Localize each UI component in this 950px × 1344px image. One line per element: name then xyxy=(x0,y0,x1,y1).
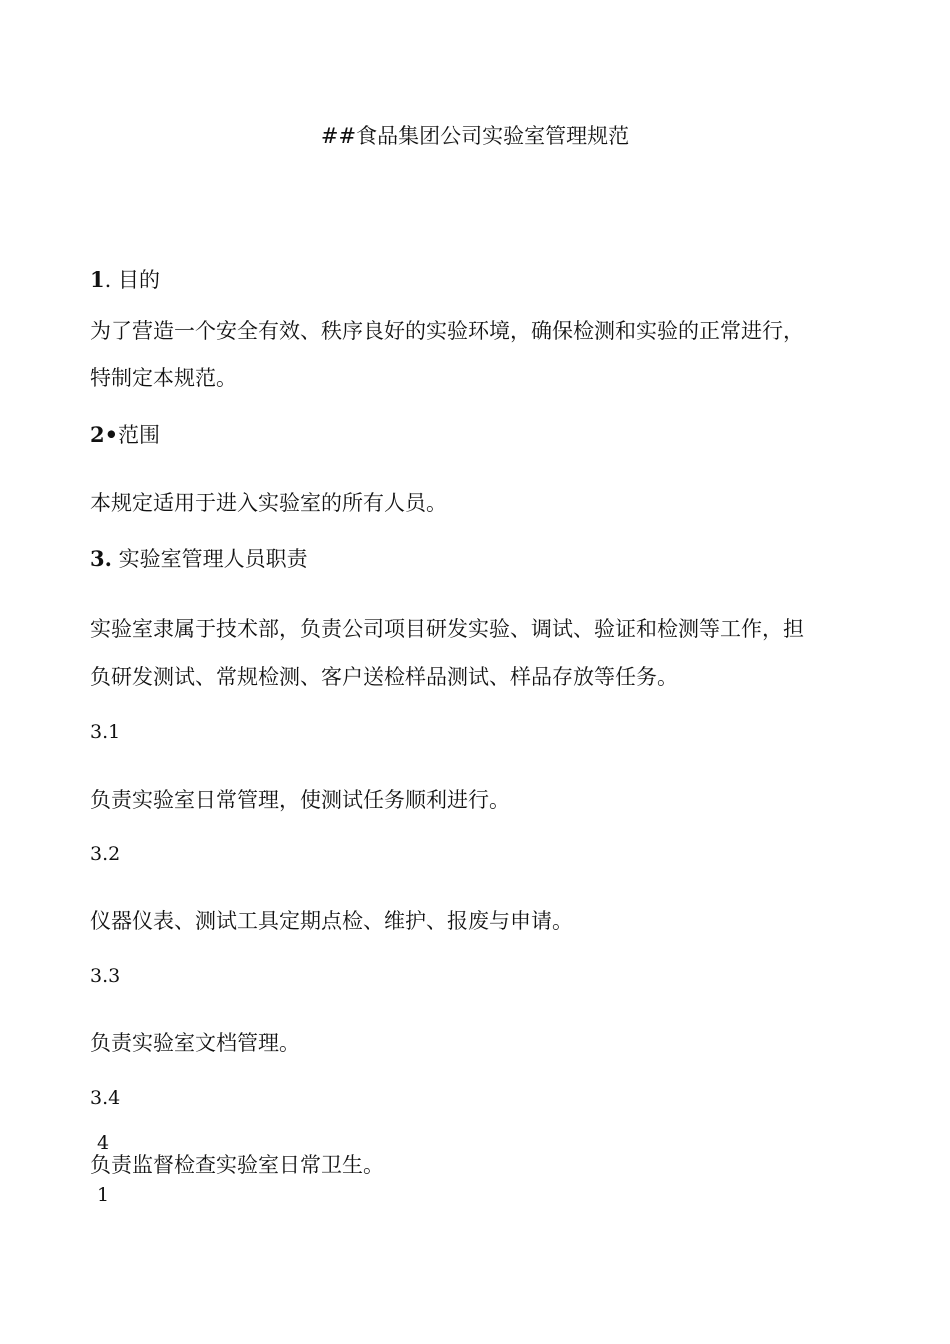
item-3-4-number: 3.4 xyxy=(90,1087,121,1109)
section-1-paragraph-line-1: 为了营造一个安全有效、秩序良好的实验环境，确保检测和实验的正常进行， xyxy=(90,319,804,343)
section-2-title: 范围 xyxy=(118,423,161,447)
section-3-paragraph-line-1: 实验室隶属于技术部，负责公司项目研发实验、调试、验证和检测等工作，担 xyxy=(90,617,804,641)
section-1-title: 目的 xyxy=(117,268,160,292)
section-2-paragraph: 本规定适用于进入实验室的所有人员。 xyxy=(90,491,447,515)
fraction-numerator: 4 xyxy=(97,1132,110,1154)
item-3-1-text: 负责实验室日常管理，使测试任务顺利进行。 xyxy=(90,788,510,812)
item-3-4-text: 负责监督检查实验室日常卫生。 xyxy=(90,1153,384,1177)
item-3-2-number: 3.2 xyxy=(90,843,121,865)
section-1-paragraph-line-2: 特制定本规范。 xyxy=(90,366,237,390)
section-3-heading xyxy=(90,546,308,572)
section-1-heading xyxy=(90,267,160,293)
item-3-3-text: 负责实验室文档管理。 xyxy=(90,1031,300,1055)
section-3-number: 3. xyxy=(90,546,112,571)
section-1-separator: . xyxy=(104,268,118,292)
document-title: ##食品集团公司实验室管理规范 xyxy=(320,124,630,148)
item-3-2-text: 仪器仪表、测试工具定期点检、维护、报废与申请。 xyxy=(90,909,573,933)
section-3-paragraph-line-2: 负研发测试、常规检测、客户送检样品测试、样品存放等任务。 xyxy=(90,665,678,689)
item-3-1-number: 3.1 xyxy=(90,721,121,743)
section-1-number: 1 xyxy=(90,267,105,292)
item-3-3-number: 3.3 xyxy=(90,965,121,987)
section-2-heading xyxy=(90,422,160,448)
fraction-denominator: 1 xyxy=(97,1184,110,1206)
section-2-number: 2• xyxy=(90,422,119,447)
section-3-title: 实验室管理人员职责 xyxy=(111,547,308,571)
